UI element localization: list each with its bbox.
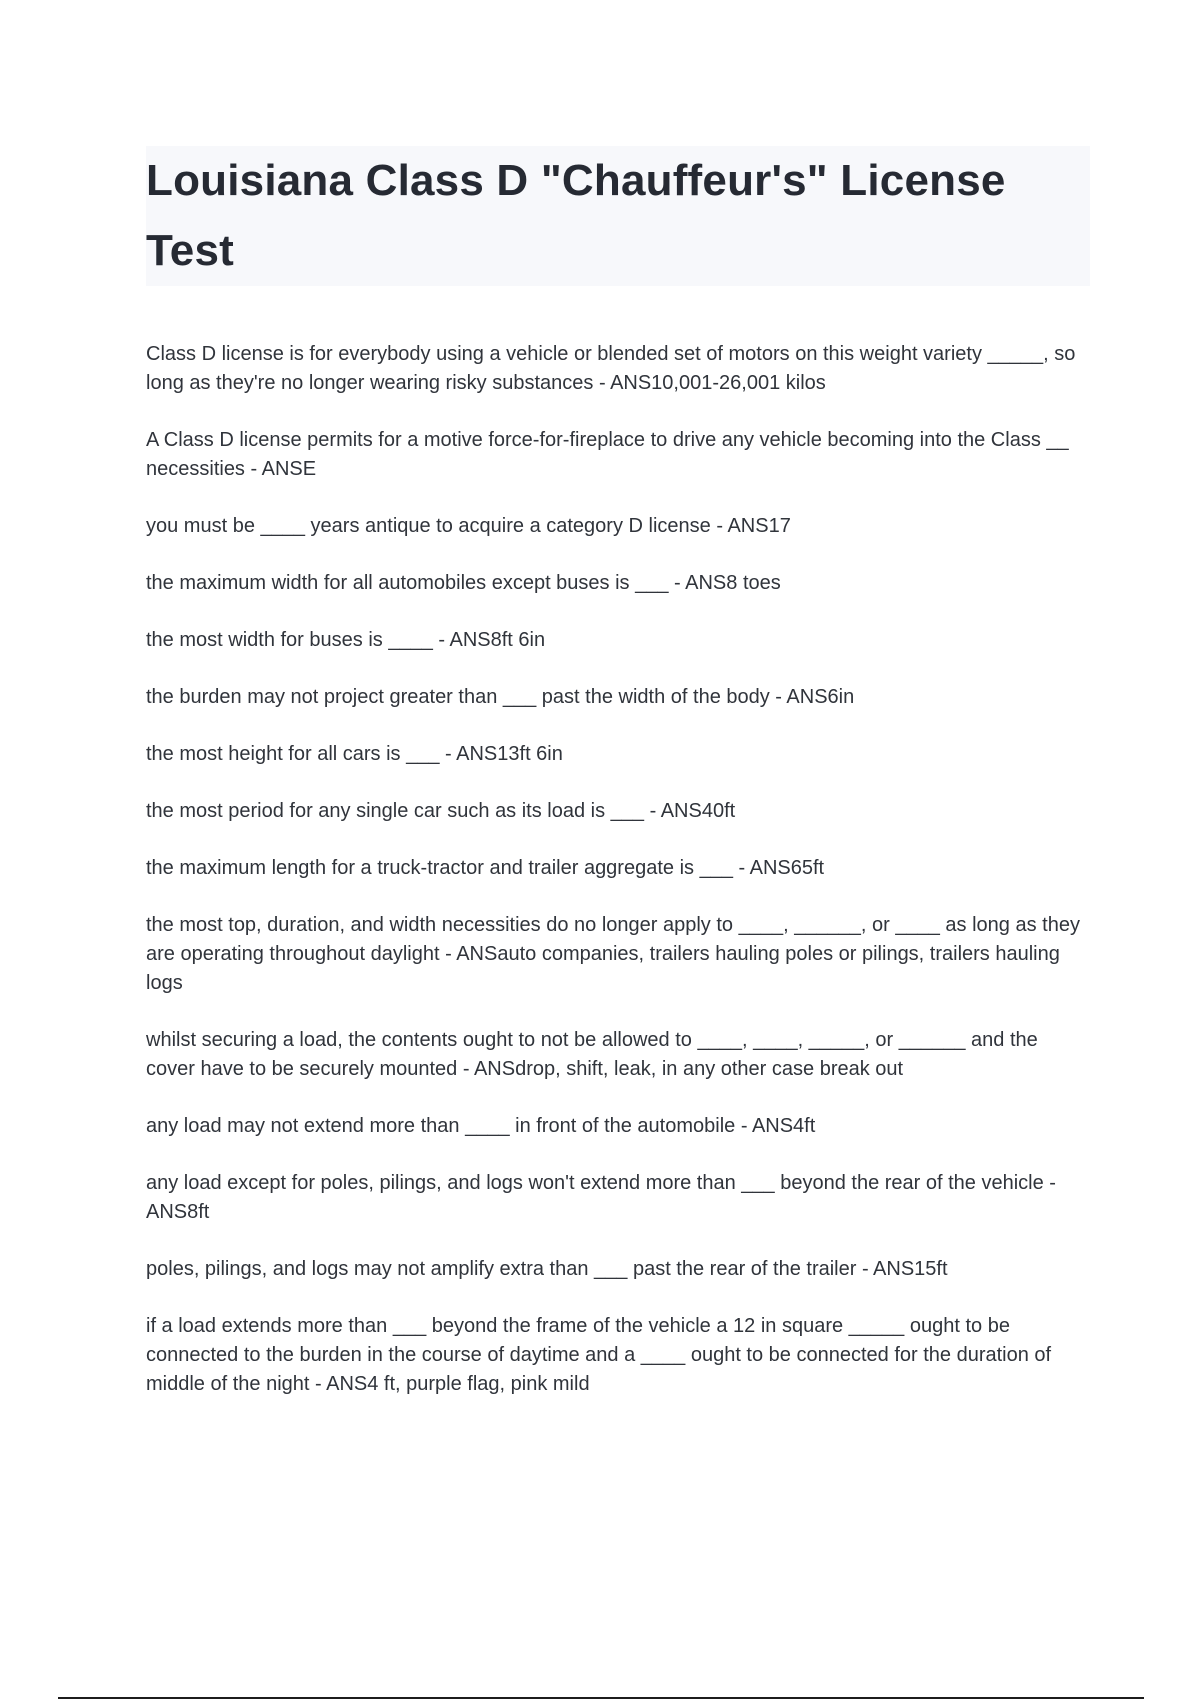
document-title: Louisiana Class D "Chauffeur's" License Test <box>146 156 1006 275</box>
question-answer-item: Class D license is for everybody using a vehicle or blended set of motors on this weight variety _____, so long as they're no longer wearing risky substances - ANS10,001-26,001 kilos <box>146 343 1076 394</box>
question-answer-item: any load may not extend more than ____ in front of the automobile - ANS4ft <box>146 1115 816 1137</box>
question-answer-item: the maximum width for all automobiles except buses is ___ - ANS8 toes <box>146 572 781 594</box>
question-answer-item: you must be ____ years antique to acquire a category D license - ANS17 <box>146 515 791 537</box>
question-answer-item: if a load extends more than ___ beyond the frame of the vehicle a 12 in square _____ ought to be connected to the burden in the course of daytime and a ____ ought to be connected for the duration of middle of the night - ANS4 ft, purple flag, pink mild <box>146 1315 1052 1395</box>
question-list <box>146 340 1090 1427</box>
question-answer-item: any load except for poles, pilings, and logs won't extend more than ___ beyond the rear of the vehicle - ANS8ft <box>146 1172 1056 1223</box>
footer-divider <box>58 1697 1144 1699</box>
question-answer-item: the most top, duration, and width necessities do no longer apply to ____, ______, or ____ as long as they are operating throughout daylight - ANSauto companies, trailers hauling poles or pilings, trailers hauling logs <box>146 914 1080 994</box>
question-answer-item: A Class D license permits for a motive force-for-fireplace to drive any vehicle becoming into the Class __ necessities - ANSE <box>146 429 1069 480</box>
question-answer-item: the maximum length for a truck-tractor and trailer aggregate is ___ - ANS65ft <box>146 857 825 879</box>
question-answer-item: the most height for all cars is ___ - ANS13ft 6in <box>146 743 563 765</box>
question-answer-item: poles, pilings, and logs may not amplify extra than ___ past the rear of the trailer - ANS15ft <box>146 1258 948 1280</box>
question-answer-item: whilst securing a load, the contents ought to not be allowed to ____, ____, _____, or ______ and the cover have to be securely mounted - ANSdrop, shift, leak, in any other case break out <box>146 1029 1038 1080</box>
question-answer-item: the most period for any single car such as its load is ___ - ANS40ft <box>146 800 736 822</box>
question-answer-item: the most width for buses is ____ - ANS8ft 6in <box>146 629 546 651</box>
title-block <box>146 146 1090 286</box>
question-answer-item: the burden may not project greater than ___ past the width of the body - ANS6in <box>146 686 855 708</box>
